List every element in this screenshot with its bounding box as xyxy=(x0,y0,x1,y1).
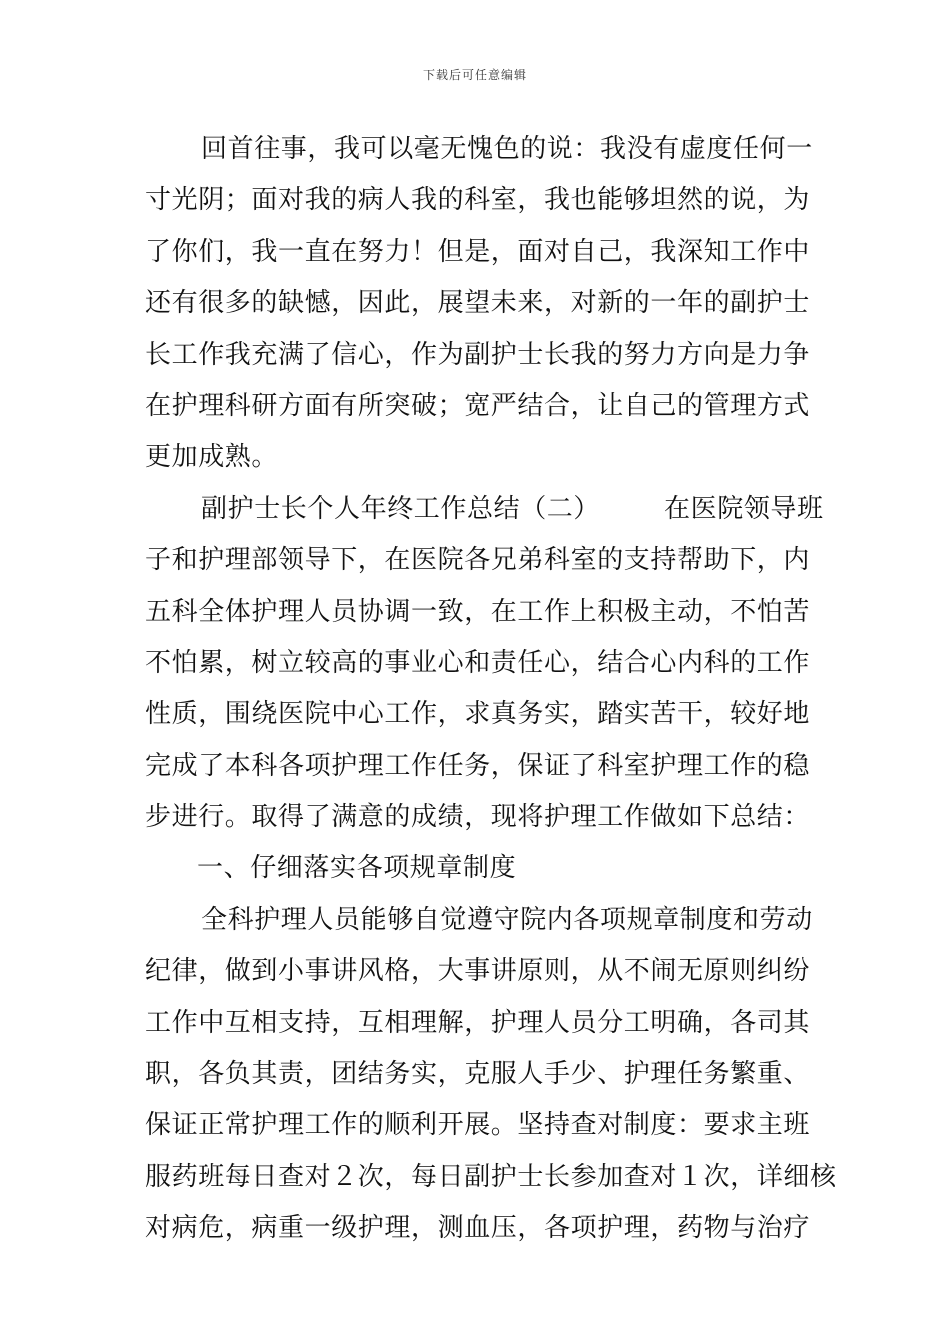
paragraph-line: 保证正常护理工作的顺利开展。坚持查对制度：要求主班 xyxy=(145,1110,811,1141)
paragraph-line: 长工作我充满了信心，作为副护士长我的努力方向是力争 xyxy=(145,339,811,370)
paragraph-line: 子和护理部领导下，在医院各兄弟科室的支持帮助下，内 xyxy=(145,545,811,576)
paragraph-line: 服药班每日查对２次，每日副护士长参加查对１次，详细核 xyxy=(145,1161,837,1192)
paragraph-line: 还有很多的缺憾，因此，展望未来，对新的一年的副护士 xyxy=(145,288,811,319)
paragraph-line: 步进行。取得了满意的成绩，现将护理工作做如下总结： xyxy=(145,802,811,833)
paragraph-line: 工作中互相支持，互相理解，护理人员分工明确，各司其 xyxy=(145,1007,811,1038)
paragraph-line: 更加成熟。 xyxy=(145,442,279,473)
paragraph-line: 不怕累，树立较高的事业心和责任心，结合心内科的工作 xyxy=(145,647,811,678)
paragraph-line: 对病危，病重一级护理，测血压，各项护理，药物与治疗 xyxy=(145,1213,811,1244)
paragraph-line: 纪律，做到小事讲风格，大事讲原则，从不闹无原则纠纷 xyxy=(145,956,811,987)
paragraph-line: 完成了本科各项护理工作任务，保证了科室护理工作的稳 xyxy=(145,750,811,781)
subheading: 一、仔细落实各项规章制度 xyxy=(197,853,517,884)
paragraph-line: 职，各负其责，团结务实，克服人手少、护理任务繁重、 xyxy=(145,1059,811,1090)
paragraph-line: 在护理科研方面有所突破；宽严结合，让自己的管理方式 xyxy=(145,390,811,421)
paragraph-line: 回首往事，我可以毫无愧色的说：我没有虚度任何一 xyxy=(201,134,813,164)
paragraph-line: 在医院领导班 xyxy=(664,493,824,524)
paragraph-line: 全科护理人员能够自觉遵守院内各项规章制度和劳动 xyxy=(201,904,813,935)
section-title: 副护士长个人年终工作总结（二） xyxy=(201,493,601,524)
section-title-line xyxy=(145,484,824,535)
paragraph-line: 五科全体护理人员协调一致，在工作上积极主动，不怕苦 xyxy=(145,596,811,627)
document-body xyxy=(145,124,837,1255)
paragraph-line: 性质，围绕医院中心工作，求真务实，踏实苦干，较好地 xyxy=(145,699,811,730)
paragraph-line: 了你们，我一直在努力！但是，面对自己，我深知工作中 xyxy=(145,236,811,267)
paragraph-line: 寸光阴；面对我的病人我的科室，我也能够坦然的说，为 xyxy=(145,185,811,216)
page-header: 下载后可任意编辑 xyxy=(422,68,527,82)
